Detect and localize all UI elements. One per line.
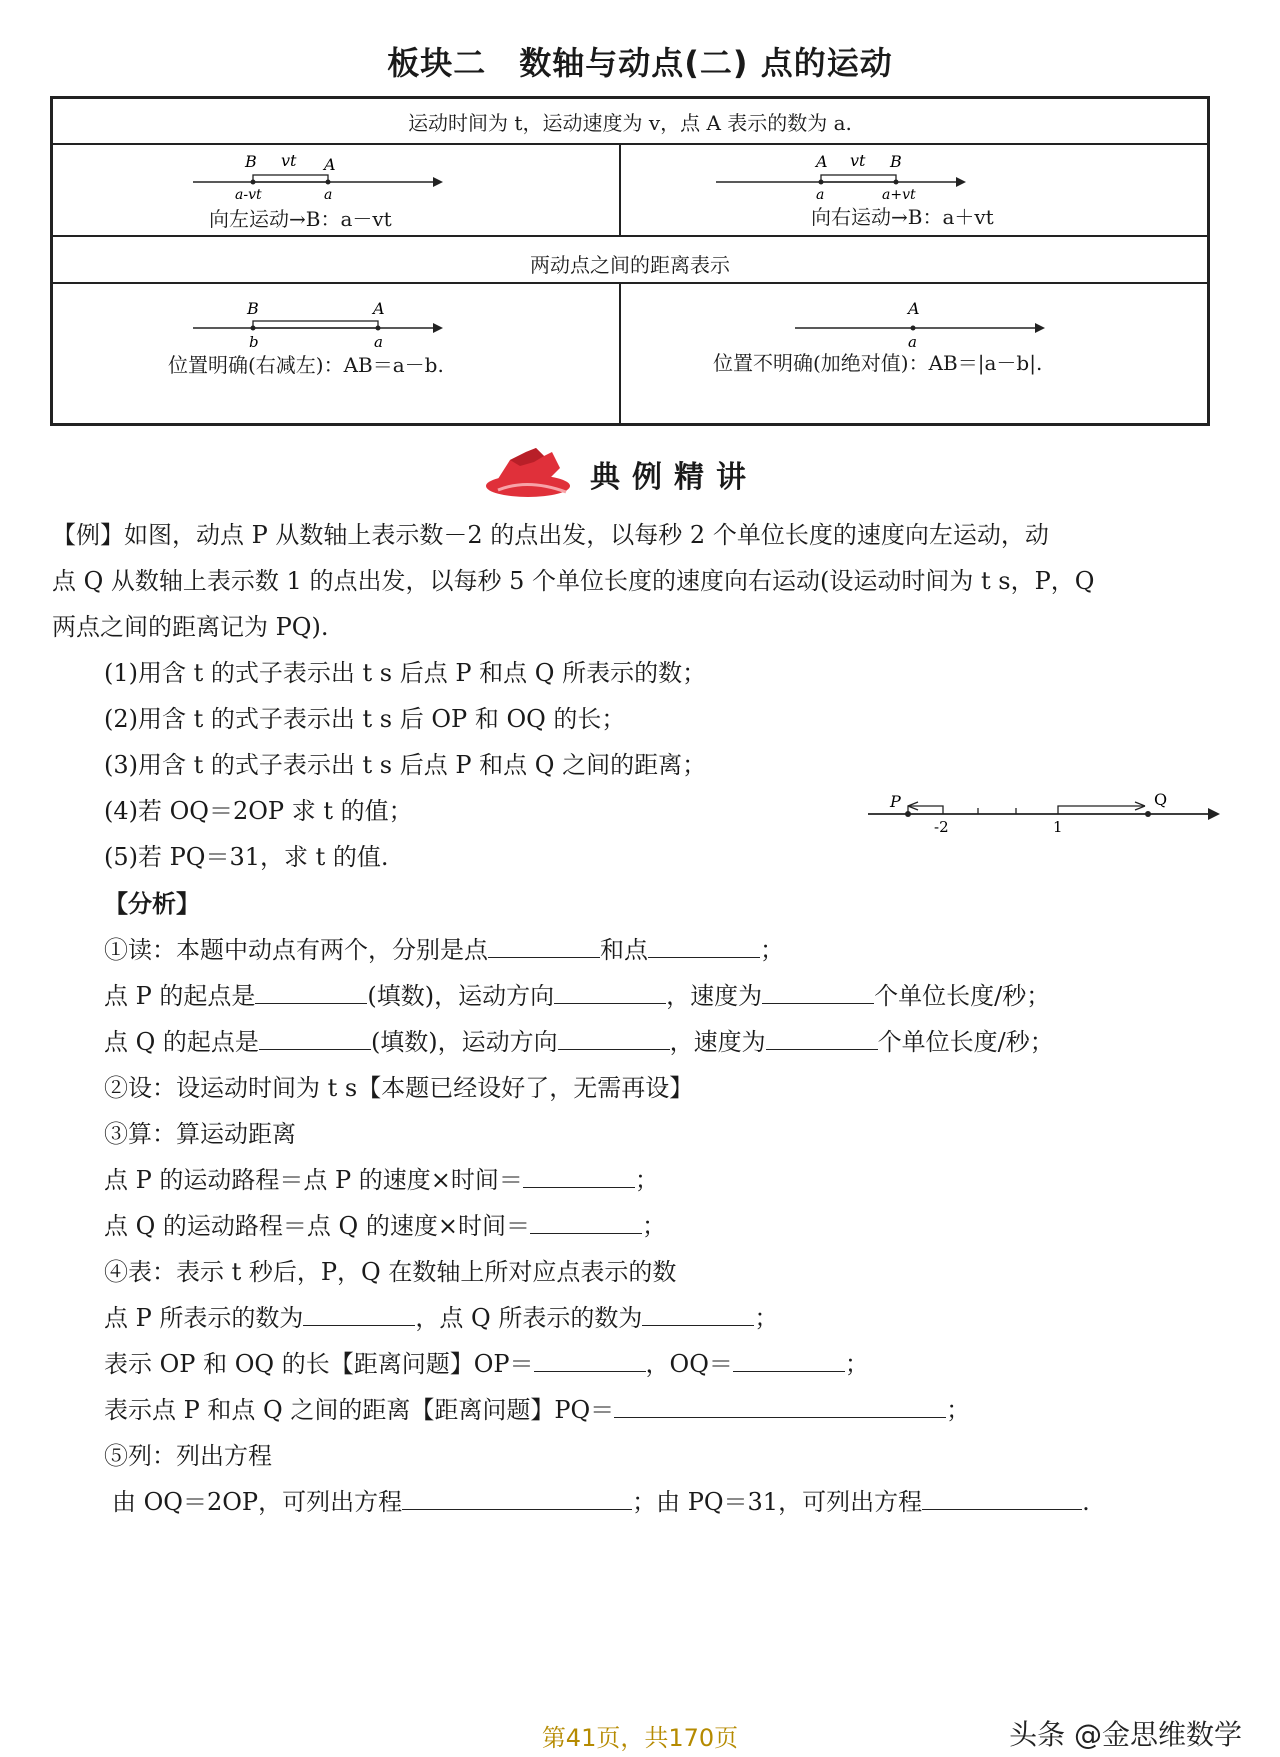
divider <box>53 143 1207 145</box>
answer-blank[interactable] <box>523 1165 635 1188</box>
point-b-label: B <box>245 152 257 171</box>
left-move-caption: 向左运动→B：a－vt <box>209 207 392 231</box>
set-step: ②设：设运动时间为 t s【本题已经设好了，无需再设】 <box>104 1074 694 1102</box>
p-start-line: 点 P 的起点是 (填数)，运动方向 ，速度为 个单位长度/秒； <box>104 982 1051 1010</box>
watermark: 头条 @金思维数学 <box>1009 1718 1242 1751</box>
page-title: 板块二 数轴与动点(二) 点的运动 <box>387 44 893 82</box>
unknown-distance-diagram <box>795 295 1045 350</box>
calc-step: ③算：算运动距离 <box>104 1120 296 1148</box>
divider <box>53 235 1207 237</box>
q-start-line: 点 Q 的起点是 (填数)，运动方向 ，速度为 个单位长度/秒； <box>104 1028 1054 1056</box>
known-distance-diagram <box>193 295 443 350</box>
position-line: 点 P 所表示的数为 ，点 Q 所表示的数为 ； <box>104 1304 779 1332</box>
p-path-line: 点 P 的运动路程＝点 P 的速度×时间＝ ； <box>104 1166 659 1194</box>
list-step: ⑤列：列出方程 <box>104 1442 272 1470</box>
answer-blank[interactable] <box>259 1027 371 1050</box>
q-path-line: 点 Q 的运动路程＝点 Q 的速度×时间＝ ； <box>104 1212 666 1240</box>
page-indicator: 第41页，共170页 <box>541 1724 739 1752</box>
answer-blank[interactable] <box>530 1211 642 1234</box>
answer-blank[interactable] <box>534 1349 646 1372</box>
equation-line: 由 OQ＝2OP，可列出方程 ；由 PQ＝31，可列出方程 . <box>112 1488 1090 1516</box>
answer-blank[interactable] <box>303 1303 415 1326</box>
tick-label: a <box>908 333 917 350</box>
question-3: (3)用含 t 的式子表示出 t s 后点 P 和点 Q 之间的距离； <box>104 751 707 779</box>
vt-label: vt <box>850 151 866 170</box>
example-intro-line: 两点之间的距离记为 PQ). <box>52 613 329 641</box>
tick-label: a <box>816 187 825 203</box>
example-intro-line: 【例】如图，动点 P 从数轴上表示数－2 的点出发，以每秒 2 个单位长度的速度向左运动，动 <box>52 521 1049 549</box>
point-a-label: A <box>908 299 920 318</box>
point-q-label: Q <box>1154 790 1168 809</box>
express-step: ④表：表示 t 秒后，P，Q 在数轴上所对应点表示的数 <box>104 1258 677 1286</box>
divider <box>619 143 621 235</box>
tick-label: -2 <box>934 818 949 834</box>
point-a-label: A <box>373 299 385 318</box>
motion-table <box>50 96 1210 426</box>
section-title: 典例精讲 <box>590 460 758 495</box>
tick-label: a-vt <box>235 187 262 203</box>
answer-blank[interactable] <box>558 1027 670 1050</box>
question-1: (1)用含 t 的式子表示出 t s 后点 P 和点 Q 所表示的数； <box>104 659 707 687</box>
example-number-line <box>868 786 1220 834</box>
analysis-heading: 【分析】 <box>104 890 200 918</box>
answer-blank[interactable] <box>733 1349 845 1372</box>
divider <box>53 282 1207 284</box>
point-b-label: B <box>890 152 902 171</box>
example-intro-line: 点 Q 从数轴上表示数 1 的点出发，以每秒 5 个单位长度的速度向右运动(设运动时间为 t s，P，Q <box>52 567 1095 595</box>
question-2: (2)用含 t 的式子表示出 t s 后 OP 和 OQ 的长； <box>104 705 626 733</box>
tick-label: a <box>374 333 383 350</box>
distance-line: 表示点 P 和点 Q 之间的距离【距离问题】PQ＝ ； <box>104 1396 971 1424</box>
table-header: 运动时间为 t，运动速度为 v，点 A 表示的数为 a. <box>408 111 852 135</box>
tick-label: a <box>324 187 333 203</box>
point-a-label: A <box>816 152 828 171</box>
point-a-label: A <box>324 155 336 174</box>
divider <box>619 282 621 423</box>
read-line: ①读：本题中动点有两个，分别是点 和点 ； <box>104 936 784 964</box>
vt-label: vt <box>281 151 297 170</box>
answer-blank[interactable] <box>402 1487 632 1510</box>
point-p-label: P <box>890 792 901 811</box>
question-5: (5)若 PQ＝31，求 t 的值. <box>104 843 389 871</box>
answer-blank[interactable] <box>648 935 760 958</box>
answer-blank[interactable] <box>766 1027 878 1050</box>
left-move-diagram <box>193 149 443 204</box>
right-move-caption: 向右运动→B：a＋vt <box>811 205 994 229</box>
known-distance-caption: 位置明确(右减左)：AB＝a－b. <box>168 353 444 377</box>
question-4: (4)若 OQ＝2OP 求 t 的值； <box>104 797 413 825</box>
tick-label: a+vt <box>882 187 916 203</box>
section-emblem-icon <box>478 438 578 508</box>
answer-blank[interactable] <box>762 981 874 1004</box>
answer-blank[interactable] <box>614 1395 946 1418</box>
answer-blank[interactable] <box>255 981 367 1004</box>
unknown-distance-caption: 位置不明确(加绝对值)：AB＝|a－b|. <box>713 351 1043 375</box>
distance-header: 两动点之间的距离表示 <box>530 253 730 277</box>
tick-label: 1 <box>1053 818 1063 834</box>
answer-blank[interactable] <box>642 1303 754 1326</box>
answer-blank[interactable] <box>554 981 666 1004</box>
tick-label: b <box>249 333 259 350</box>
answer-blank[interactable] <box>488 935 600 958</box>
point-b-label: B <box>247 299 259 318</box>
right-move-diagram <box>716 149 966 204</box>
length-line: 表示 OP 和 OQ 的长【距离问题】OP＝ ，OQ＝ ； <box>104 1350 869 1378</box>
answer-blank[interactable] <box>922 1487 1082 1510</box>
